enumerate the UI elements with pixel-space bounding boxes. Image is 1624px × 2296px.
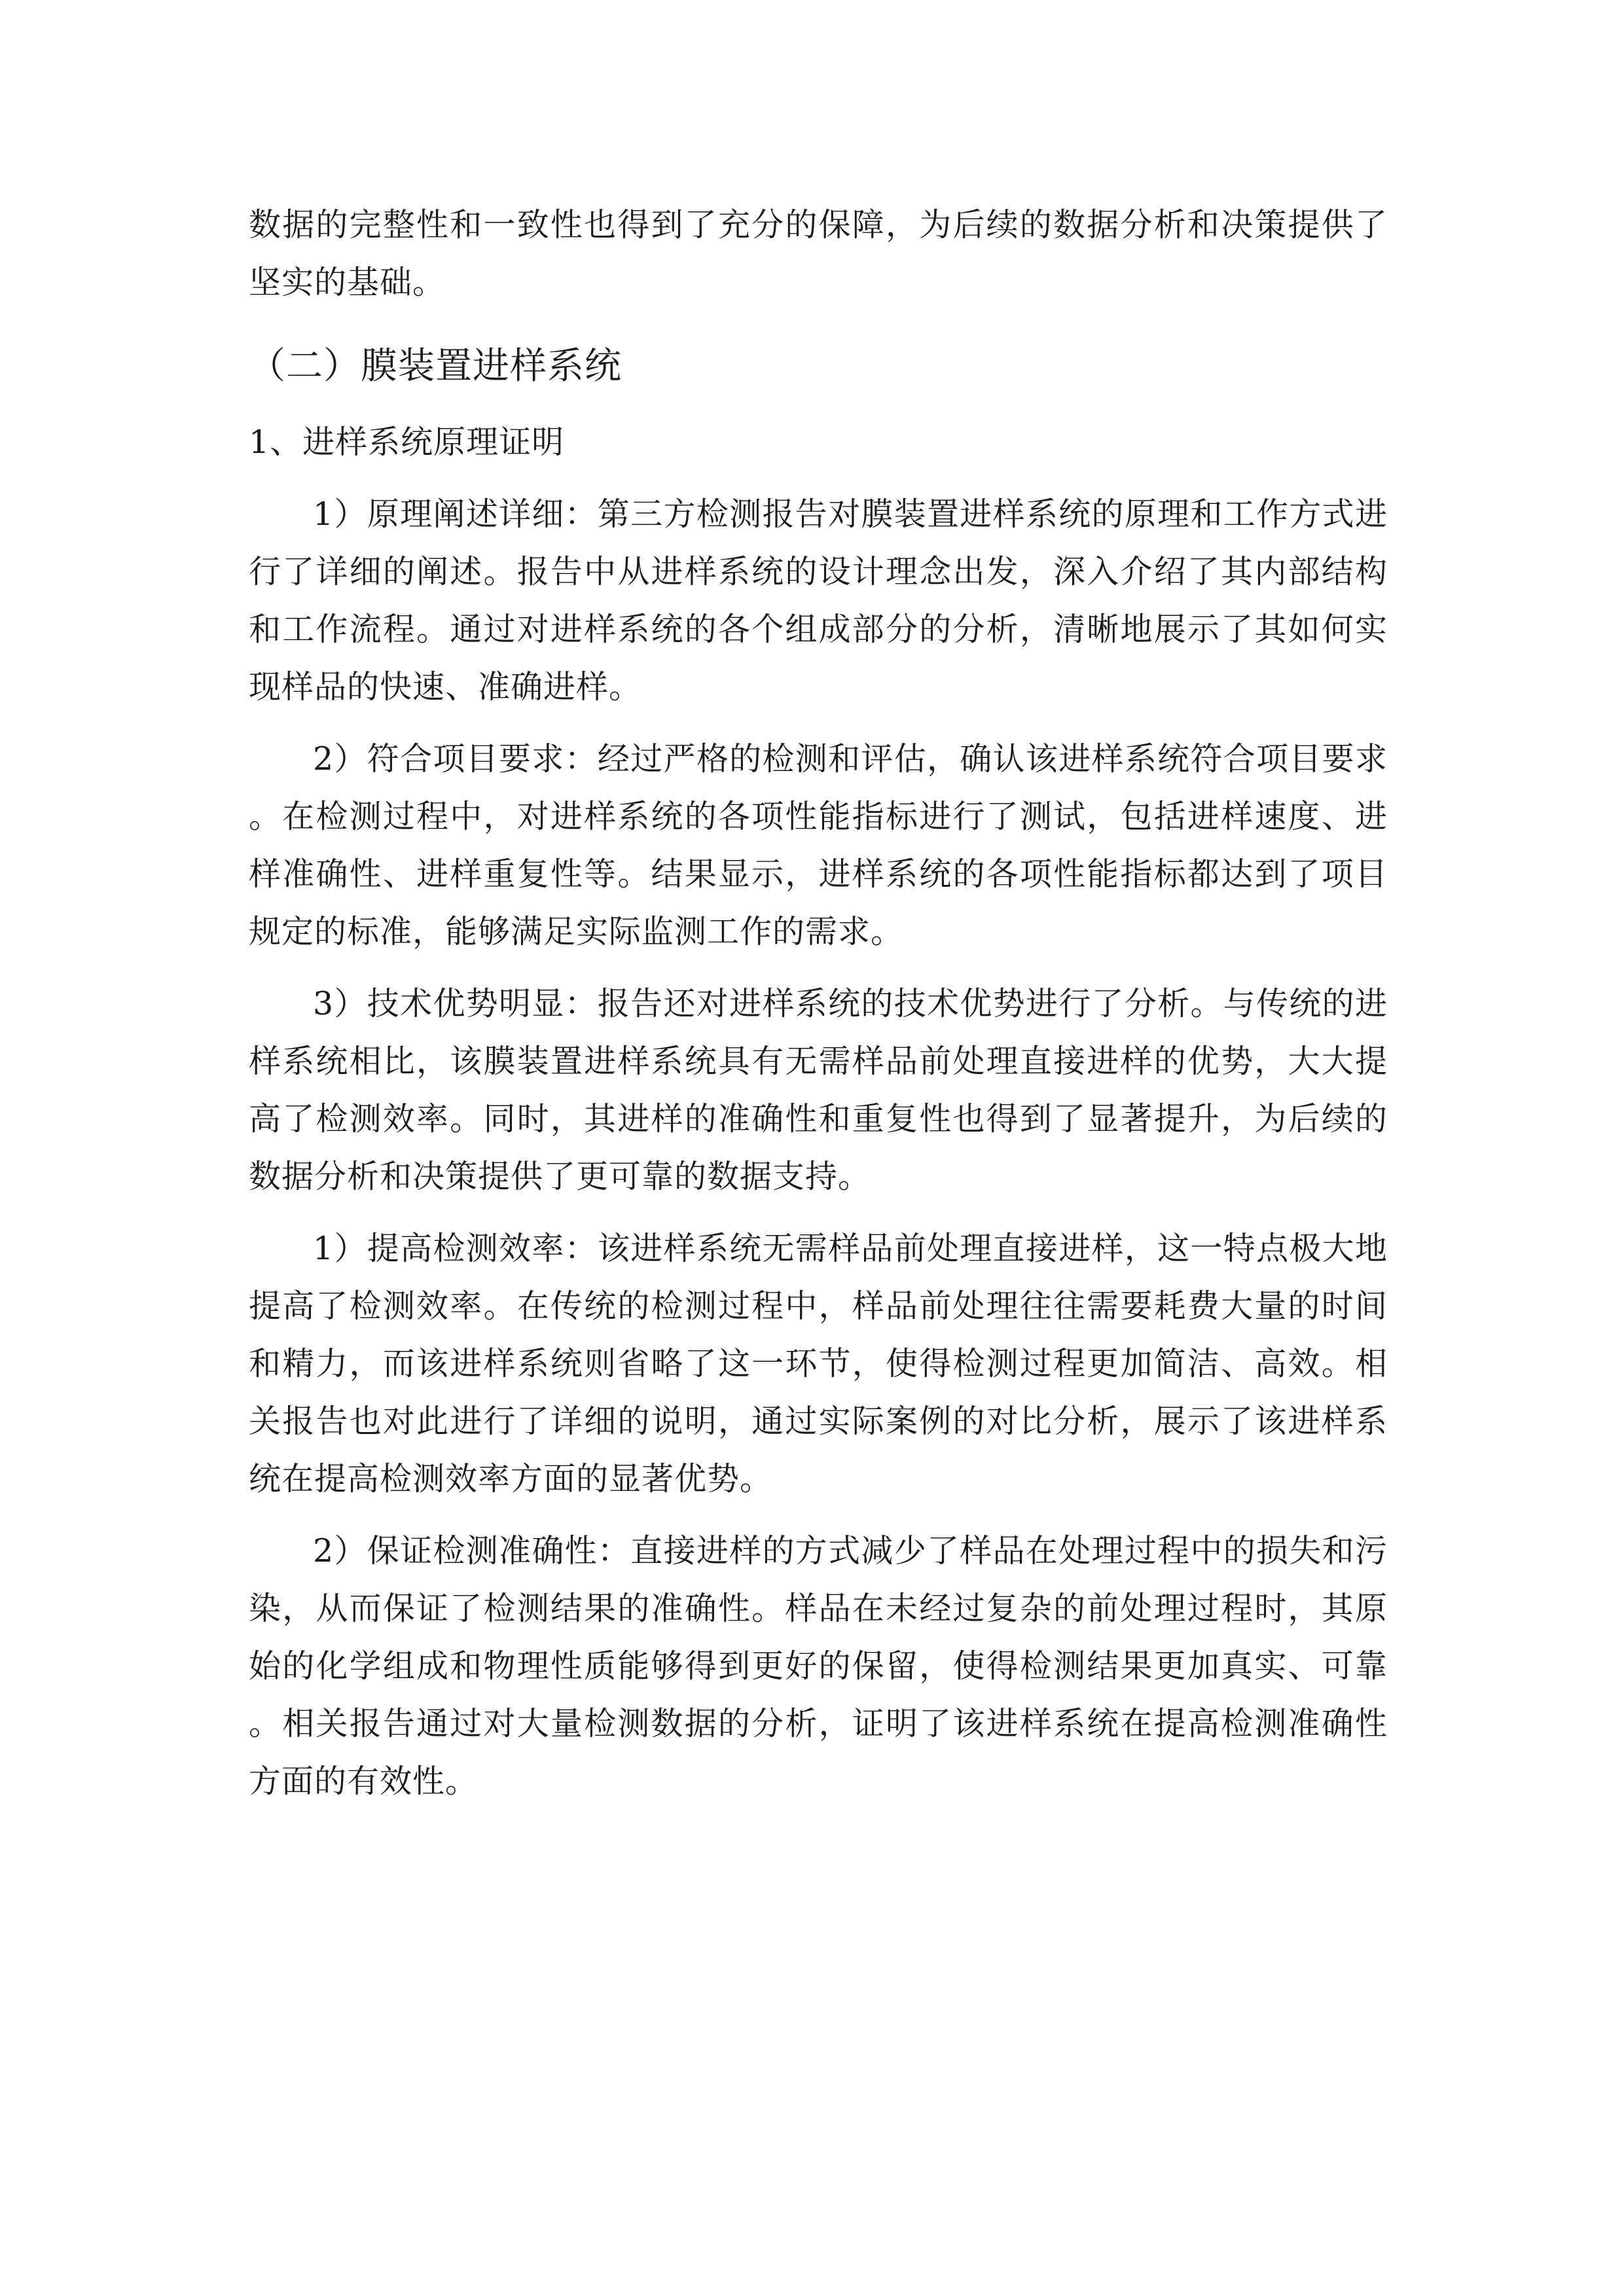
continuation-paragraph: 数据的完整性和一致性也得到了充分的保障，为后续的数据分析和决策提供了坚实的基础。 [249, 206, 1388, 301]
document-body [249, 196, 1388, 1825]
paragraph-technical-advantage: 3）技术优势明显：报告还对进样系统的技术优势进行了分析。与传统的进样系统相比，该膜装置进样系统具有无需样品前处理直接进样的优势，大大提高了检测效率。同时，其进样的准确性和重复性也得到了显著提升，为后续的数据分析和决策提供了更可靠的数据支持。 [249, 985, 1388, 1195]
section-heading: （二）膜装置进样系统 [249, 345, 622, 387]
sub-heading: 1、进样系统原理证明 [249, 423, 565, 461]
paragraph-detection-accuracy: 2）保证检测准确性：直接进样的方式减少了样品在处理过程中的损失和污染，从而保证了检测结果的准确性。样品在未经过复杂的前处理过程时，其原始的化学组成和物理性质能够得到更好的保留，使得检测结果更加真实、可靠。相关报告通过对大量检测数据的分析，证明了该进样系统在提高检测准确性方面的有效性。 [249, 1532, 1388, 1800]
paragraph-project-requirements: 2）符合项目要求：经过严格的检测和评估，确认该进样系统符合项目要求。在检测过程中，对进样系统的各项性能指标进行了测试，包括进样速度、进样准确性、进样重复性等。结果显示，进样系统的各项性能指标都达到了项目规定的标准，能够满足实际监测工作的需求。 [249, 740, 1388, 950]
paragraph-principle-detail: 1）原理阐述详细：第三方检测报告对膜装置进样系统的原理和工作方式进行了详细的阐述。报告中从进样系统的设计理念出发，深入介绍了其内部结构和工作流程。通过对进样系统的各个组成部分的分析，清晰地展示了其如何实现样品的快速、准确进样。 [249, 495, 1388, 706]
paragraph-detection-efficiency: 1）提高检测效率：该进样系统无需样品前处理直接进样，这一特点极大地提高了检测效率。在传统的检测过程中，样品前处理往往需要耗费大量的时间和精力，而该进样系统则省略了这一环节，使得检测过程更加简洁、高效。相关报告也对此进行了详细的说明，通过实际案例的对比分析，展示了该进样系统在提高检测效率方面的显著优势。 [249, 1230, 1388, 1498]
